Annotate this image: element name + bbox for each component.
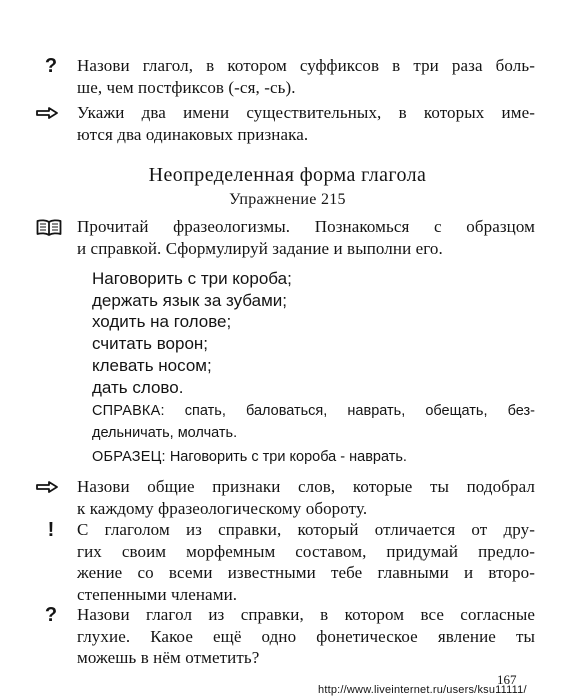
question-mark-icon: ?	[44, 604, 58, 626]
phrase-item: держать язык за зубами;	[92, 290, 288, 310]
sample-label: ОБРАЗЕЦ:	[92, 449, 166, 465]
task-text	[77, 604, 535, 669]
phrase-item: ходить на голове;	[92, 312, 232, 332]
phrase-item: клевать носом;	[92, 355, 212, 375]
reference-block	[92, 400, 535, 444]
sample-line	[92, 446, 535, 468]
task-line: степенными членами.	[77, 584, 238, 604]
arrow-icon	[36, 102, 66, 119]
task-line: С глаголом из справки, который отличается от дру-	[77, 520, 535, 539]
question-mark-icon: ?	[44, 55, 58, 77]
task-text	[77, 102, 535, 145]
reference-line: дельничать, молчать.	[92, 425, 238, 441]
task-voiceless-consonants	[30, 604, 535, 669]
reference-label: СПРАВКА:	[92, 403, 165, 419]
task-line: Укажи два имени существительных, в которых име-	[77, 103, 535, 122]
task-line: можешь в нём отметить?	[77, 648, 260, 667]
watermark-url: http://www.liveinternet.ru/users/ksu11111/	[318, 684, 527, 696]
task-line: Назови глагол, в котором суффиксов в три раза боль-	[77, 56, 535, 75]
task-line: Назови глагол из справки, в котором все согласные	[77, 605, 535, 624]
phrase-list	[92, 268, 292, 398]
task-line: к каждому фразеологическому обороту.	[77, 498, 368, 518]
task-text	[77, 476, 535, 519]
task-line: жение со всеми известными тебе главными и второ-	[77, 563, 535, 582]
book-icon	[36, 216, 66, 236]
phrase-item: дать слово.	[92, 377, 184, 397]
task-text	[77, 519, 535, 605]
exclamation-mark-icon: !	[47, 519, 55, 541]
task-nouns	[30, 102, 535, 145]
phrase-item: считать ворон;	[92, 334, 209, 354]
intro-line: Прочитай фразеологизмы. Познакомься с образцом	[77, 217, 535, 236]
section-title: Неопределенная форма глагола	[148, 164, 427, 186]
task-text	[77, 55, 535, 98]
task-common-features	[30, 476, 535, 519]
task-line: Назови общие признаки слов, которые ты подобрал	[77, 477, 535, 496]
intro-line: и справкой. Сформулируй задание и выполни его.	[77, 238, 443, 258]
reference-line	[92, 400, 535, 422]
task-question-suffixes	[30, 55, 535, 98]
arrow-icon	[36, 476, 66, 493]
exercise-intro	[30, 216, 535, 259]
task-line: глухие. Какое ещё одно фонетическое явление ты	[77, 626, 535, 646]
task-line: ше, чем постфиксов (-ся, -сь).	[77, 77, 296, 97]
intro-text	[77, 216, 535, 259]
reference-words: спать, баловаться, наврать, обещать, без-	[164, 403, 535, 419]
page-number: 167	[497, 672, 517, 687]
phrase-item: Наговорить с три короба;	[92, 269, 292, 288]
task-line: ются два одинаковых признака.	[77, 124, 309, 144]
sample-block	[92, 446, 535, 468]
task-make-sentence	[30, 519, 535, 605]
sample-text: Наговорить с три короба - наврать.	[165, 449, 407, 465]
task-line: гих своим морфемным составом, придумай предло-	[77, 541, 535, 561]
exercise-title: Упражнение 215	[229, 191, 346, 208]
